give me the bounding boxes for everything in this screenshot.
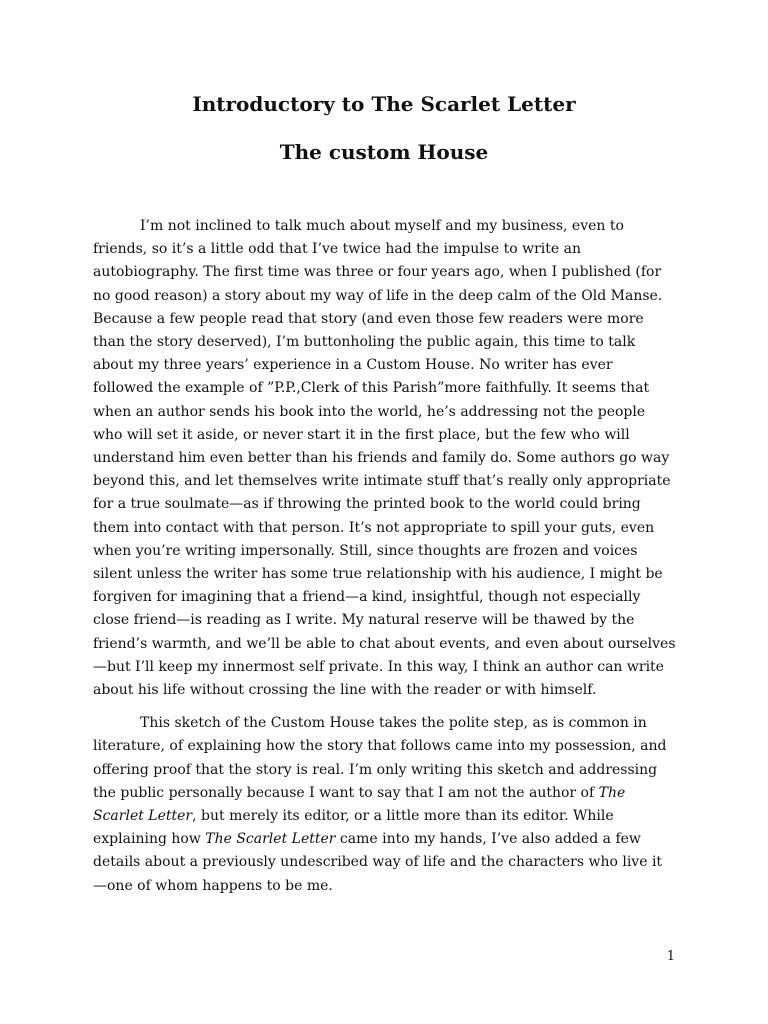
paragraph-2-text-1: This sketch of the Custom House takes the polite step, as is common in literature, of explaining how the story that follows came into my possession, and offering proof that the story is real. I’m only writing this sketch and addressing the public personally because I want to say that I am not the author of <box>93 715 667 801</box>
book-title-italic-2: The Scarlet Letter <box>205 831 336 848</box>
paragraph-2-text-2: , but merely its editor, or a little more than its editor. While explaining how <box>93 808 614 848</box>
book-title-italic-1: The Scarlet Letter <box>93 784 626 825</box>
chapter-title: The custom House <box>279 140 489 164</box>
page-title: Introductory to The Scarlet Letter <box>192 92 576 116</box>
page-number: 1 <box>666 949 675 964</box>
paragraph-2-text-3: came into my hands, I’ve also added a few details about a previously undescribed way of life and the characters who live it—one of whom happens to be me. <box>93 831 663 894</box>
body-text <box>93 215 676 908</box>
paragraph-1: I’m not inclined to talk much about myself and my business, even to friends, so it’s a little odd that I’ve twice had the impulse to write an autobiography. The first time was three or four years ago, when I published (for no good reason) a story about my way of life in the deep calm of the Old Manse. Because a few people read that story (and even those few readers were more than the story deserved), I’m buttonholing the public again, this time to talk about my three years’ experience in a Custom House. No writer has ever followed the example of ”P.P.,Clerk of this Parish”more faithfully. It seems that when an author sends his book into the world, he’s addressing not the people who will set it aside, or never start it in the first place, but the few who will understand him even better than his friends and family do. Some authors go way beyond this, and let themselves write intimate stuff that’s really only appropriate for a true soulmate—as if throwing the printed book to the world could bring them into contact with that person. It’s not appropriate to spill your guts, even when you’re writing impersonally. Still, since thoughts are frozen and voices silent unless the writer has some true relationship with his audience, I might be forgiven for imagining that a friend—a kind, insightful, though not especially close friend—is reading as I write. My natural reserve will be thawed by the friend’s warmth, and we’ll be able to chat about events, and even about ourselves—but I’ll keep my innermost self private. In this way, I think an author can write about his life without crossing the line with the reader or with himself. <box>93 218 676 699</box>
paragraph-2 <box>93 712 676 898</box>
